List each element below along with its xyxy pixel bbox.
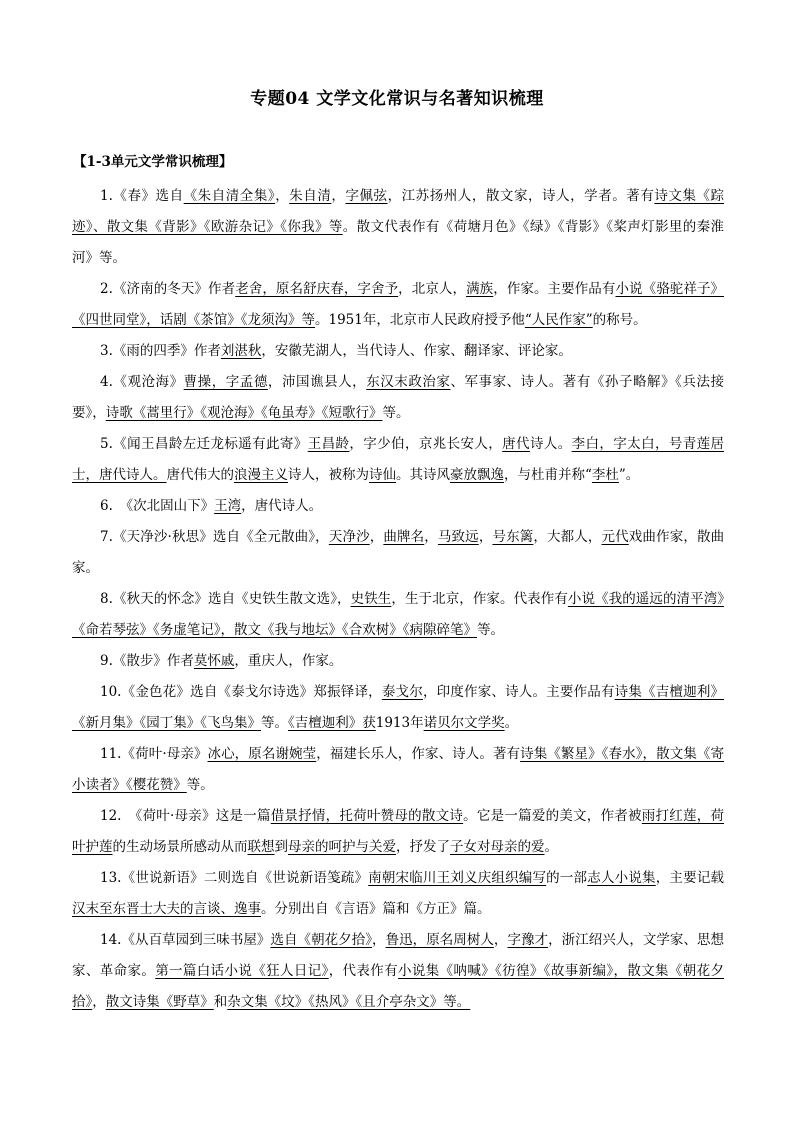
text-segment: 4.《观沧海》 <box>100 374 184 390</box>
underlined-text: 诗集《吉檀迦利》《新月集》《园丁集》《飞鸟集》 <box>72 684 725 731</box>
text-segment: 和 <box>213 994 228 1010</box>
list-item <box>72 429 724 491</box>
text-segment: 诗人。 <box>529 436 572 452</box>
text-segment: ，印度作家、诗人。主要作品有 <box>422 684 615 700</box>
list-item <box>72 801 724 863</box>
underlined-text: 号东篱 <box>492 529 534 545</box>
text-segment: 13.《世说新语》二则选自《世说新语笺疏》 <box>100 870 369 886</box>
underlined-text: 南朝宋临川王刘义庆组织编写 <box>368 870 547 886</box>
text-segment: ，代表作有 <box>328 963 399 979</box>
page-title: 专题04 文学文化常识与名著知识梳理 <box>250 89 544 109</box>
underlined-text: 元代 <box>601 529 629 545</box>
text-segment: 10.《金色花》选自《泰戈尔诗选》郑振铎译， <box>100 684 382 700</box>
text-segment: 等。 <box>382 405 410 421</box>
text-segment: ，江苏扬州人，散文家，诗人，学者。著有 <box>387 188 655 204</box>
text-segment: 的称号。 <box>592 312 647 328</box>
text-segment: ， <box>478 529 493 545</box>
text-segment: ， <box>493 932 508 948</box>
underlined-text: 曹操，字孟德 <box>183 374 268 390</box>
list-item <box>72 677 724 739</box>
underlined-text: 东汉末政治家 <box>366 374 451 390</box>
underlined-text: 杂文集《坟》《热风》《且介亭杂文》等。 <box>227 994 471 1010</box>
text-segment: ，浙江绍兴人，文学家、思想家、革命家。 <box>72 932 725 979</box>
text-segment: 的一部 <box>546 870 588 886</box>
text-segment: 。分别出自《言语》篇和《方正》篇。 <box>261 901 491 917</box>
underlined-text: 浪漫主义 <box>234 467 288 483</box>
text-segment: ，唐代诗人。 <box>241 498 323 514</box>
text-segment: ， <box>92 994 106 1010</box>
underlined-text: 豪放飘逸 <box>450 467 504 483</box>
list-item <box>72 646 724 677</box>
underlined-text: 志人小说集 <box>587 870 656 886</box>
text-segment: 唐代伟大的 <box>166 467 234 483</box>
text-segment: 。 <box>544 839 558 855</box>
text-segment: ，作家。主要作品有 <box>493 281 616 297</box>
underlined-text: 满族 <box>466 281 494 297</box>
text-segment: ， <box>424 529 438 545</box>
text-segment: ，主要记载 <box>655 870 725 886</box>
list-item <box>72 274 724 336</box>
text-segment: 到 <box>274 839 288 855</box>
text-segment: 、军事家、诗人。著有《孙子略解》《兵法接要》， <box>72 374 725 421</box>
text-segment: ， <box>331 188 346 204</box>
text-segment: ，抒发了 <box>396 839 450 855</box>
underlined-text: 天净沙 <box>328 529 370 545</box>
text-segment: 戏曲作家，散曲家。 <box>72 529 725 576</box>
text-segment: ，生于北京，作家。代表作有 <box>391 591 568 607</box>
text-segment: 7.《天净沙·秋思》选自《全元散曲》， <box>100 529 329 545</box>
underlined-text: 母亲的呵护与关爱 <box>288 839 396 855</box>
text-segment: 11.《荷叶·母亲》 <box>100 746 208 762</box>
text-segment: ，大都人， <box>533 529 602 545</box>
underlined-text: 诗歌《蒿里行》《观沧海》《龟虽寿》《短歌行》 <box>105 405 383 421</box>
underlined-text: 王昌龄 <box>307 436 350 452</box>
underlined-text: 第一篇白话小说《狂人日记》 <box>155 963 329 979</box>
text-segment: 诗人，被称为 <box>288 467 369 483</box>
list-item <box>72 181 724 274</box>
underlined-text: 唐代 <box>502 436 530 452</box>
text-segment: ，沛国谯县人， <box>267 374 367 390</box>
underlined-text: 选自《朝花夕拾》 <box>270 932 373 948</box>
text-segment: 。 <box>504 715 519 731</box>
underlined-text: 李白，字太白，号青莲居士，唐代诗人。 <box>72 436 725 483</box>
underlined-text: 刘湛秋 <box>220 343 262 359</box>
text-segment: 。散文代表作有《荷塘月色》《绿》《背影》《桨声灯影里的秦淮河》等。 <box>72 219 724 266</box>
text-segment: 6. 《次北固山下》 <box>100 498 215 514</box>
underlined-text: 泰戈尔 <box>381 684 423 700</box>
underlined-text: 莫怀戚 <box>193 653 235 669</box>
text-segment: 1913年 <box>375 715 424 731</box>
text-segment: ，字少伯，京兆长安人， <box>349 436 503 452</box>
underlined-text: 小说集《呐喊》《彷徨》《故事新编》，散文集《朝花夕拾》 <box>72 963 725 1010</box>
text-segment: ，安徽芜湖人，当代诗人、作家、翻译家、评论家。 <box>261 343 572 359</box>
text-segment: ， <box>369 529 384 545</box>
text-segment: ， <box>275 188 290 204</box>
text-segment: ，与杜甫并称“ <box>504 467 592 483</box>
underlined-text: 《吉檀迦利》获 <box>288 715 376 731</box>
section-heading: 【1-3单元文学常识梳理】 <box>73 154 233 170</box>
list-item <box>72 925 724 1018</box>
text-segment: ，重庆人，作家。 <box>234 653 343 669</box>
underlined-text: 《朱自清全集》 <box>183 188 276 204</box>
text-segment: 1.《春》选自 <box>100 188 184 204</box>
text-segment: 14.《从百草园到三味书屋》 <box>100 932 271 948</box>
underlined-text: 鲁迅，原名周树人 <box>385 932 494 948</box>
underlined-text: 诗集《繁星》《春水》，散文集《寄小读者》《樱花赞》 <box>72 746 725 793</box>
text-segment: ”。 <box>618 467 640 483</box>
underlined-text: 李杜 <box>591 467 619 483</box>
underlined-text: 小说《骆驼祥子》《四世同堂》，话剧《茶馆》《龙须沟》等 <box>72 281 725 328</box>
text-segment: 。它是一篇爱的美文，作者被 <box>463 808 642 824</box>
underlined-text: 小说《我的遥远的清平湾》《命若琴弦》《务虚笔记》，散文《我与地坛》《合欢树》《病隙碎笔》 <box>72 591 725 638</box>
underlined-text: 联想 <box>247 839 275 855</box>
underlined-text: 散文诗集《野草》 <box>105 994 214 1010</box>
underlined-text: 诗仙 <box>369 467 396 483</box>
text-segment: 等。 <box>477 622 504 638</box>
underlined-text: 雨打红莲，荷叶护莲 <box>72 808 725 855</box>
list-item <box>72 491 724 522</box>
list-item <box>72 336 724 367</box>
list-item <box>72 863 724 925</box>
underlined-text: 曲牌名 <box>383 529 425 545</box>
list-item <box>72 522 724 584</box>
list-item <box>72 584 724 646</box>
text-segment: 等。 <box>186 777 214 793</box>
underlined-text: 老舍，原名舒庆春，字舍予 <box>235 281 399 297</box>
text-segment: 9.《散步》作者 <box>100 653 194 669</box>
underlined-text: 诗文集《踪迹》、散文集《背影》《欧游杂记》《你我》等 <box>72 188 725 235</box>
underlined-text: 字佩弦 <box>345 188 388 204</box>
text-segment: 等。 <box>261 715 288 731</box>
underlined-text: 借景抒情，托荷叶赞母的散文诗 <box>270 808 464 824</box>
text-segment: 。1951年，北京市人民政府授予他 <box>315 312 525 328</box>
underlined-text: 史铁生 <box>350 591 392 607</box>
text-segment: 。其诗风 <box>396 467 450 483</box>
underlined-text: 马致远 <box>437 529 479 545</box>
text-segment: 8.《秋天的怀念》选自《史铁生散文选》， <box>100 591 351 607</box>
text-segment: 12. 《荷叶·母亲》这是一篇 <box>100 808 271 824</box>
text-segment: ，北京人， <box>398 281 467 297</box>
underlined-text: 冰心，原名谢婉莹 <box>207 746 317 762</box>
text-segment: ，福建长乐人，作家、诗人。著有 <box>316 746 521 762</box>
list-item <box>72 367 724 429</box>
underlined-text: 字豫才 <box>507 932 549 948</box>
text-segment: 的生动场景所感动从而 <box>112 839 248 855</box>
underlined-text: 王湾 <box>214 498 242 514</box>
text-segment: 2.《济南的冬天》作者 <box>100 281 236 297</box>
underlined-text: 汉末至东晋士大夫的言谈、逸事 <box>72 901 261 917</box>
underlined-text: “人民作家” <box>524 312 593 328</box>
knowledge-list <box>72 181 724 1018</box>
underlined-text: 子女对母亲的爱 <box>450 839 545 855</box>
underlined-text: 朱自清 <box>289 188 332 204</box>
text-segment: 5.《闻王昌龄左迁龙标遥有此寄》 <box>100 436 308 452</box>
text-segment: ， <box>372 932 386 948</box>
text-segment: 3.《雨的四季》作者 <box>100 343 221 359</box>
list-item <box>72 739 724 801</box>
underlined-text: 诺贝尔文学奖 <box>423 715 505 731</box>
